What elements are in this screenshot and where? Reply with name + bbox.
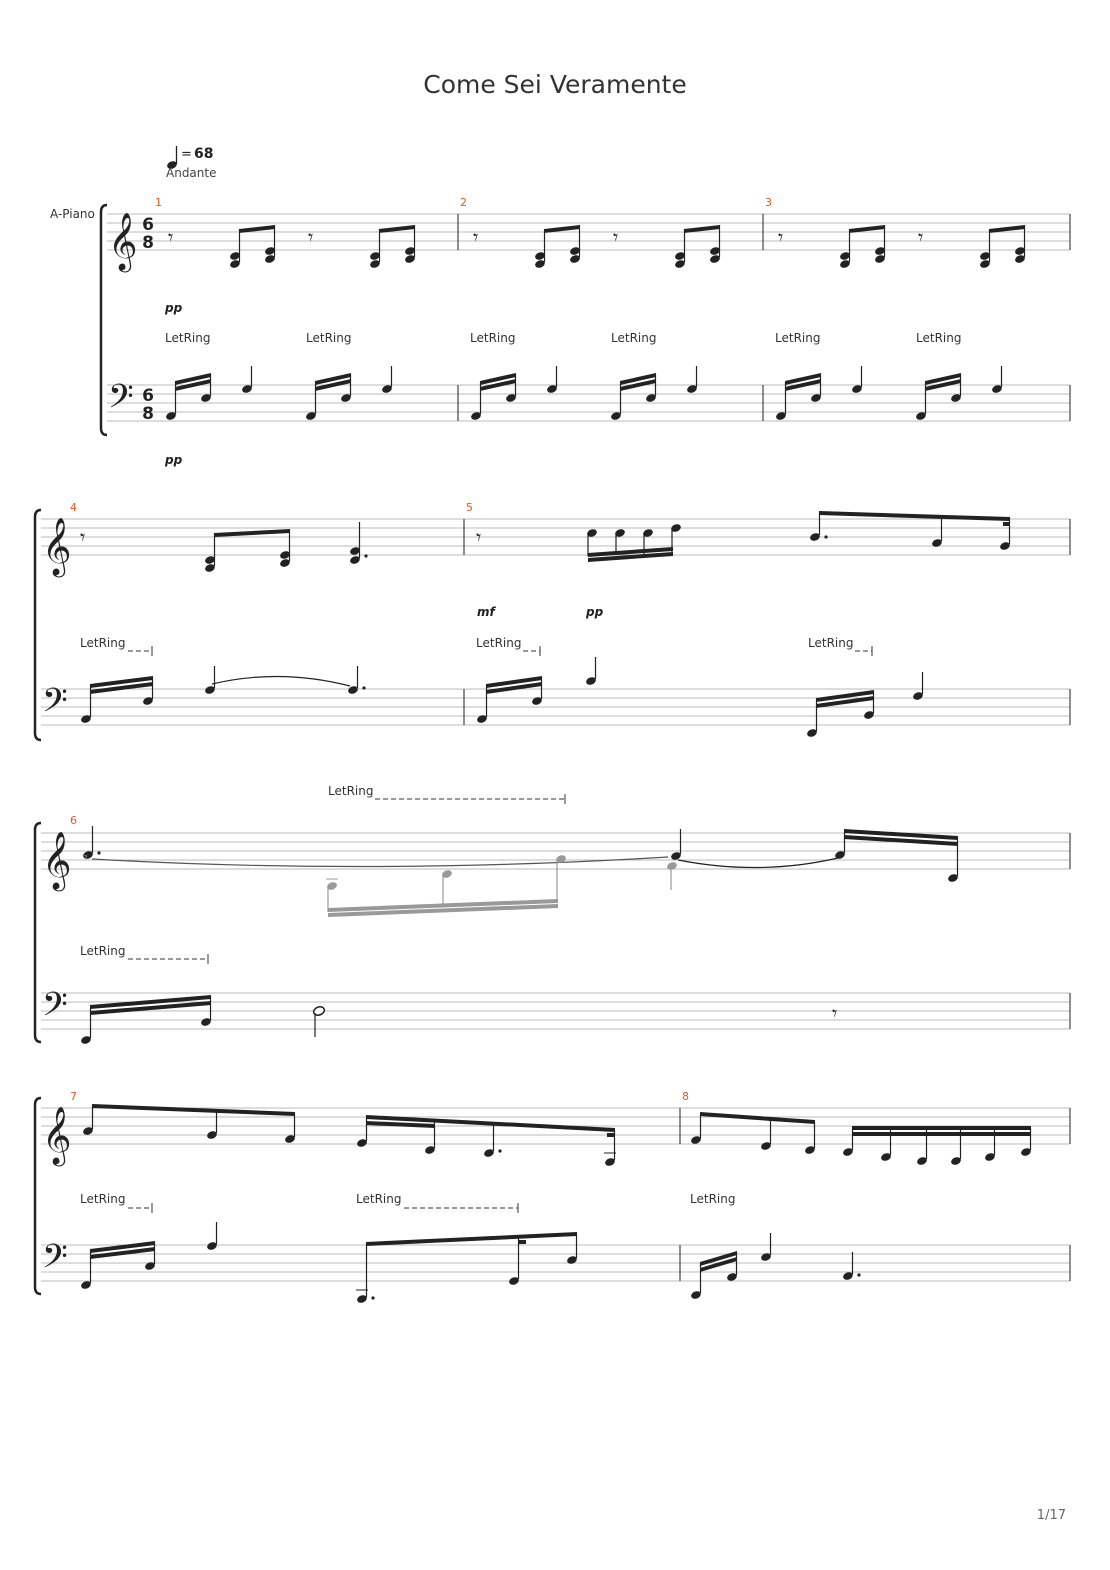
tempo-bpm: 68 xyxy=(194,146,214,162)
measure-number: 4 xyxy=(70,501,77,514)
dynamic-pp: pp xyxy=(586,605,604,619)
rest-icon: 𝄾 xyxy=(778,225,784,249)
bass-clef-icon: 𝄢 xyxy=(42,682,68,728)
measure-number: 1 xyxy=(155,196,162,209)
svg-text:6: 6 xyxy=(142,215,154,235)
bass-clef-icon: 𝄢 xyxy=(42,986,68,1032)
system-4 xyxy=(35,1090,1070,1304)
system-2 xyxy=(35,501,1070,740)
score-title: Come Sei Veramente xyxy=(423,70,687,99)
svg-text:LetRing: LetRing xyxy=(356,1192,402,1206)
rest-icon xyxy=(476,525,481,549)
svg-text:6: 6 xyxy=(142,386,154,406)
page-number: 1/17 xyxy=(1036,1508,1066,1523)
svg-text:𝄾: 𝄾 xyxy=(476,525,482,549)
dynamic-pp: pp xyxy=(165,301,183,315)
svg-text:LetRing: LetRing xyxy=(611,331,657,345)
dynamic-pp: pp xyxy=(165,453,183,467)
treble-clef-icon: 𝄞 xyxy=(42,831,72,889)
svg-text:LetRing: LetRing xyxy=(470,331,516,345)
grace-notes xyxy=(326,854,678,917)
svg-text:LetRing: LetRing xyxy=(775,331,821,345)
tempo-marking xyxy=(166,146,216,180)
let-ring: LetRing xyxy=(328,784,374,798)
svg-text:𝄾: 𝄾 xyxy=(84,850,88,866)
measure-number: 6 xyxy=(70,814,77,827)
tempo-text: Andante xyxy=(166,166,217,180)
rest-icon: 𝄾 xyxy=(613,225,619,249)
treble-staff xyxy=(107,214,1070,250)
let-ring-row xyxy=(165,331,961,345)
svg-text:LetRing: LetRing xyxy=(476,636,522,650)
svg-text:LetRing: LetRing xyxy=(808,636,854,650)
measure-number: 2 xyxy=(460,196,467,209)
chord xyxy=(204,522,368,573)
melody xyxy=(82,826,959,883)
measure-number: 5 xyxy=(466,501,473,514)
let-ring: LetRing xyxy=(80,944,126,958)
rest-icon: 𝄾 xyxy=(473,225,479,249)
dynamic-mf: mf xyxy=(477,605,495,619)
svg-text:LetRing: LetRing xyxy=(165,331,211,345)
bass-clef-icon: 𝄢 xyxy=(108,378,134,424)
tempo-equals: = xyxy=(181,147,192,162)
svg-text:LetRing: LetRing xyxy=(80,636,126,650)
treble-clef-icon: 𝄞 xyxy=(42,1106,72,1164)
svg-text:LetRing: LetRing xyxy=(916,331,962,345)
let-ring-row xyxy=(80,636,853,650)
svg-text:𝄾: 𝄾 xyxy=(80,525,86,549)
rest-icon xyxy=(80,525,85,549)
treble-clef-icon: 𝄞 xyxy=(108,212,138,270)
svg-text:LetRing: LetRing xyxy=(80,1192,126,1206)
treble-clef-icon: 𝄞 xyxy=(42,517,72,575)
svg-text:8: 8 xyxy=(142,233,154,253)
melody xyxy=(82,1104,1032,1167)
measure-number: 8 xyxy=(682,1090,689,1103)
svg-text:LetRing: LetRing xyxy=(306,331,352,345)
rest-icon: 𝄾 xyxy=(308,225,314,249)
bass-clef-icon: 𝄢 xyxy=(42,1238,68,1284)
system-3 xyxy=(35,784,1070,1045)
measure-number: 3 xyxy=(765,196,772,209)
svg-text:8: 8 xyxy=(142,404,154,424)
time-signature xyxy=(142,215,154,424)
rest-icon: 𝄾 xyxy=(832,1001,838,1025)
rest-icon: 𝄾 xyxy=(168,225,174,249)
measure-number: 7 xyxy=(70,1090,77,1103)
svg-text:LetRing: LetRing xyxy=(690,1192,736,1206)
system-1 xyxy=(101,196,1070,467)
bass-staff xyxy=(41,1245,1070,1281)
rest-icon: 𝄾 xyxy=(918,225,924,249)
treble-staff xyxy=(41,519,1070,555)
let-ring-row xyxy=(80,1192,735,1206)
instrument-label: A-Piano xyxy=(50,207,95,221)
